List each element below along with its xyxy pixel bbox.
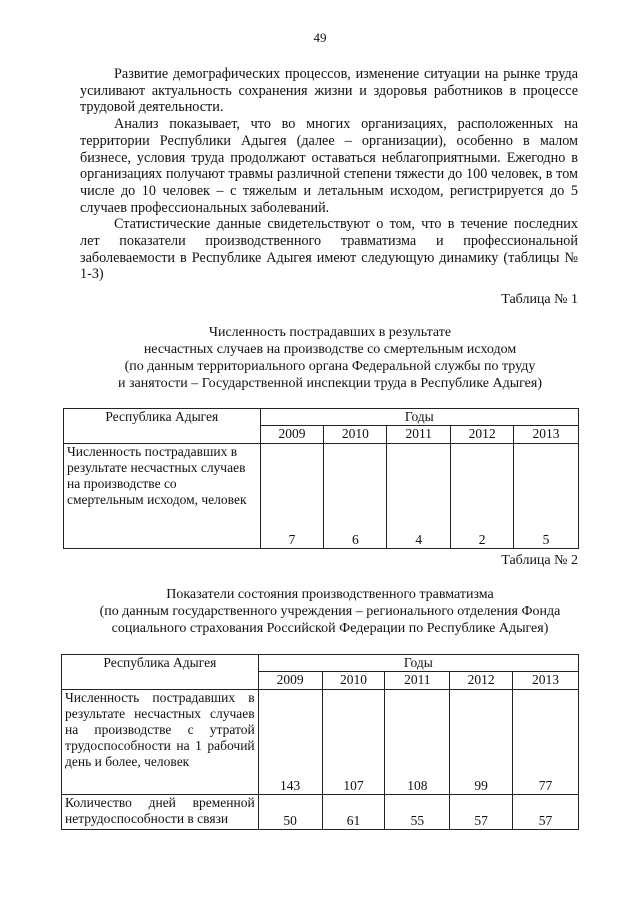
table-1-caption-line: (по данным территориального органа Федеральной службы по труду <box>124 359 536 374</box>
table-2-cell: 50 <box>258 795 322 830</box>
table-1-cell: 7 <box>260 444 324 549</box>
table-1-cell: 5 <box>514 444 579 549</box>
table-1-cell: 2 <box>451 444 514 549</box>
table-2-cell: 77 <box>513 690 579 795</box>
table-2-cell: 107 <box>322 690 385 795</box>
table-1-cell: 6 <box>324 444 387 549</box>
table-2-header-region: Республика Адыгея <box>62 655 259 690</box>
table-2-caption <box>60 586 600 637</box>
table-2-header-years: Годы <box>258 655 578 672</box>
table-2-cell: 57 <box>513 795 579 830</box>
table-1-caption-line: несчастных случаев на производстве со смертельным исходом <box>143 342 517 357</box>
table-2-caption-line: социального страхования Российской Федерации по Республике Адыгея) <box>111 621 549 636</box>
table-2 <box>61 654 579 830</box>
table-2-year: 2012 <box>450 672 513 690</box>
table-2-row-label: Количество дней временной нетрудоспособности в связи <box>62 795 259 830</box>
table-2-cell: 143 <box>258 690 322 795</box>
table-1-year: 2009 <box>260 426 324 444</box>
table-1-header-years: Годы <box>260 409 578 426</box>
page-number: 49 <box>313 30 327 45</box>
table-row <box>62 690 579 795</box>
table-2-cell: 108 <box>385 690 450 795</box>
table-1-year: 2011 <box>387 426 451 444</box>
table-1-year: 2010 <box>324 426 387 444</box>
table-1-caption-line: Численность пострадавших в результате <box>208 325 452 340</box>
paragraph-3: Статистические данные свидетельствуют о том, что в течение последних лет показатели производственного травматизма и профессиональной заболеваемости в Республике Адыгея имеют следующую динамику (таблицы № 1-3) <box>80 216 578 283</box>
table-2-cell: 57 <box>450 795 513 830</box>
table-1-year: 2013 <box>514 426 579 444</box>
table-row <box>64 444 579 549</box>
table-1-cell: 4 <box>387 444 451 549</box>
table-2-cell: 99 <box>450 690 513 795</box>
table-2-cell: 61 <box>322 795 385 830</box>
table-2-caption-line: (по данным государственного учреждения – регионального отделения Фонда <box>99 604 561 619</box>
table-1-label: Таблица № 1 <box>501 292 578 307</box>
table-1-header-region: Республика Адыгея <box>64 409 261 444</box>
body-text <box>80 66 578 283</box>
table-2-row-label: Численность пострадавших в результате несчастных случаев на производстве с утратой трудоспособности на 1 рабочий день и более, человек <box>62 690 259 795</box>
table-2-cell: 55 <box>385 795 450 830</box>
table-1 <box>63 408 579 549</box>
table-1-row-label: Численность пострадавших в результате несчастных случаев на производстве со смертельным исходом, человек <box>64 444 261 549</box>
paragraph-1: Развитие демографических процессов, изменение ситуации на рынке труда усиливают актуальность сохранения жизни и здоровья работников в процессе трудовой деятельности. <box>80 66 578 116</box>
table-2-year: 2009 <box>258 672 322 690</box>
table-2-year: 2010 <box>322 672 385 690</box>
table-1-caption-line: и занятости – Государственной инспекции труда в Республике Адыгея) <box>118 376 542 391</box>
table-1-year: 2012 <box>451 426 514 444</box>
table-2-year: 2011 <box>385 672 450 690</box>
table-2-label: Таблица № 2 <box>501 553 578 568</box>
table-2-caption-line: Показатели состояния производственного травматизма <box>166 587 494 602</box>
table-row <box>62 795 579 830</box>
table-1-caption <box>60 324 600 392</box>
paragraph-2: Анализ показывает, что во многих организациях, расположенных на территории Республики Адыгея (далее – организации), особенно в малом бизнесе, условия труда продолжают оставаться неблагоприятными. Ежегодно в организациях получают травмы различной степени тяжести до 100 человек, в том числе до 10 человек – с тяжелым и летальным исходом, регистрируется до 5 случаев профессиональных заболеваний. <box>80 116 578 216</box>
table-2-year: 2013 <box>513 672 579 690</box>
